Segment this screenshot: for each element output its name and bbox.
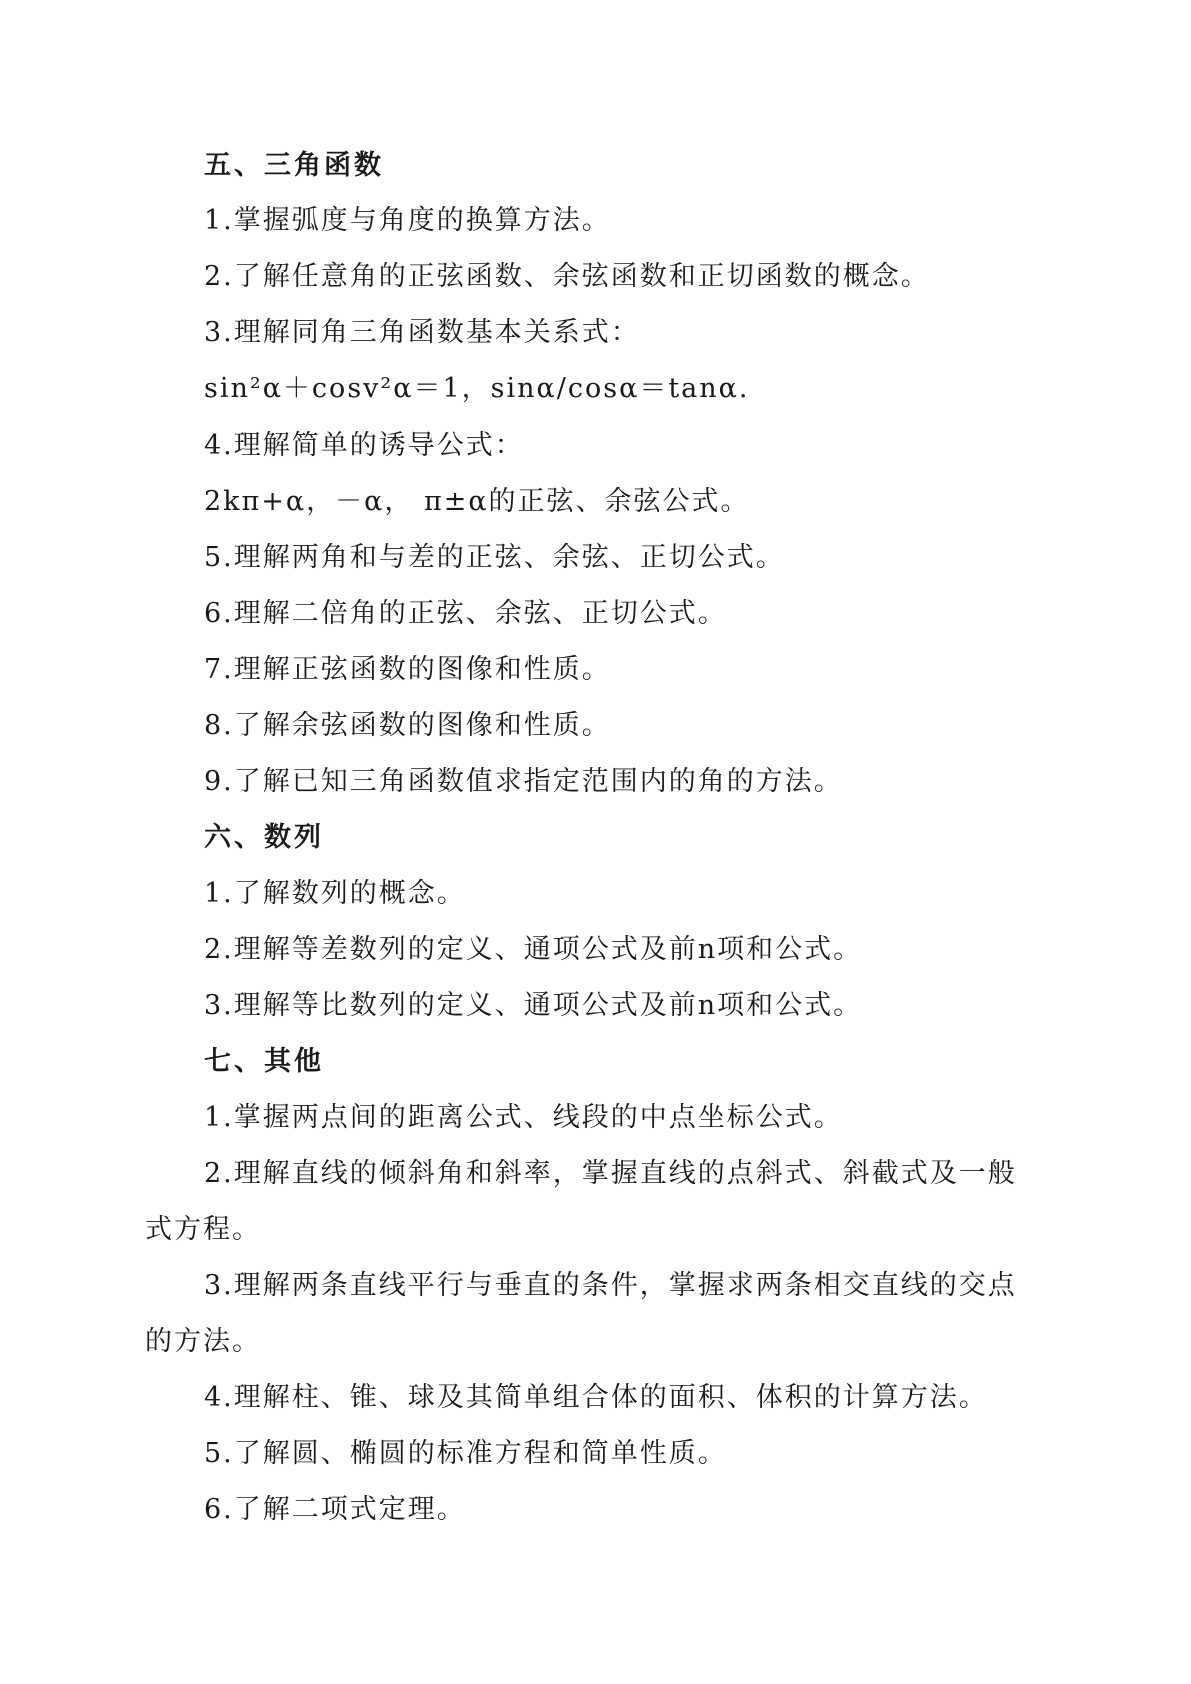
list-item: 7.理解正弦函数的图像和性质。 [204, 654, 611, 685]
section-heading: 六、数列 [204, 822, 324, 853]
formula-line: sin²α＋cosv²α＝1，sinα/cosα＝tanα. [204, 373, 750, 404]
section-heading: 五、三角函数 [204, 150, 384, 181]
list-item: 5.了解圆、椭圆的标准方程和简单性质。 [204, 1438, 727, 1469]
list-item-continuation: 式方程。 [145, 1214, 261, 1245]
list-item: 8.了解余弦函数的图像和性质。 [204, 710, 611, 741]
list-item: 3.理解两条直线平行与垂直的条件，掌握求两条相交直线的交点 [204, 1270, 1017, 1301]
list-item-continuation: 的方法。 [145, 1326, 261, 1357]
list-item: 2.了解任意角的正弦函数、余弦函数和正切函数的概念。 [204, 261, 930, 292]
list-item: 3.理解等比数列的定义、通项公式及前n项和公式。 [204, 990, 863, 1021]
list-item: 4.理解柱、锥、球及其简单组合体的面积、体积的计算方法。 [204, 1382, 988, 1413]
list-item: 6.了解二项式定理。 [204, 1494, 466, 1525]
list-item: 9.了解已知三角函数值求指定范围内的角的方法。 [204, 766, 843, 797]
list-item: 4.理解简单的诱导公式： [204, 430, 524, 461]
list-item: 5.理解两角和与差的正弦、余弦、正切公式。 [204, 542, 785, 573]
list-item: 1.了解数列的概念。 [204, 878, 466, 909]
list-item: 2.理解直线的倾斜角和斜率，掌握直线的点斜式、斜截式及一般 [204, 1158, 1017, 1189]
formula-line: 2kπ+α，－α， π±α的正弦、余弦公式。 [204, 486, 750, 517]
list-item: 1.掌握两点间的距离公式、线段的中点坐标公式。 [204, 1102, 843, 1133]
section-heading: 七、其他 [204, 1046, 324, 1077]
list-item: 6.理解二倍角的正弦、余弦、正切公式。 [204, 598, 727, 629]
list-item: 1.掌握弧度与角度的换算方法。 [204, 205, 611, 236]
list-item: 2.理解等差数列的定义、通项公式及前n项和公式。 [204, 934, 863, 965]
list-item: 3.理解同角三角函数基本关系式： [204, 317, 640, 348]
